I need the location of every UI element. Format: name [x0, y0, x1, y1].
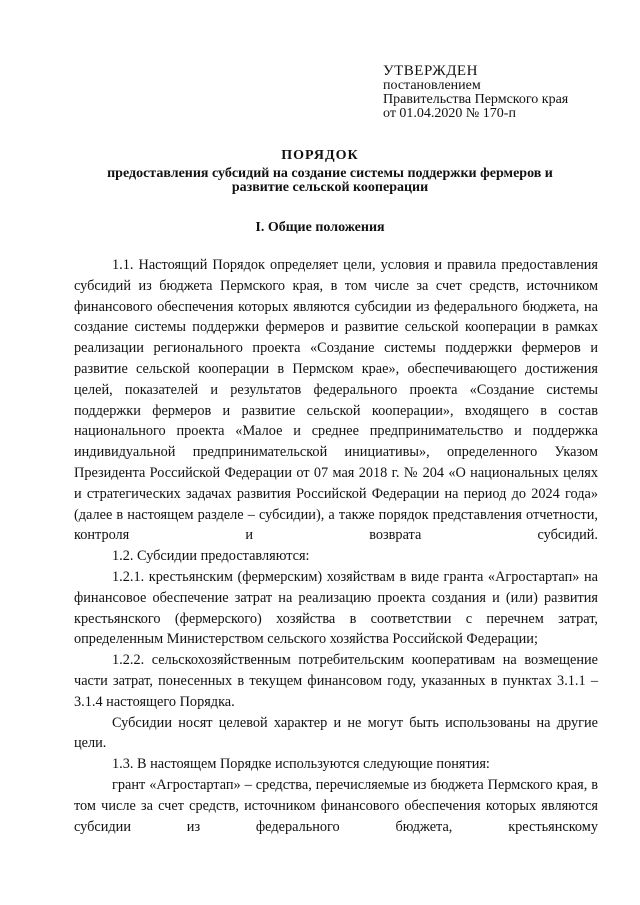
paragraph-1-3: 1.3. В настоящем Порядке используются следующие понятия: — [112, 756, 490, 773]
approval-line: от 01.04.2020 № 170-п — [383, 106, 516, 121]
paragraph-purpose: Субсидии носят целевой характер и не могут быть использованы на другие цели. — [74, 714, 598, 752]
paragraph-1-1: 1.1. Настоящий Порядок определяет цели, условия и правила предоставления субсидий из бюджета Пермского края, в том числе за счет средств, источником финансового обеспечения которых являются субсидии из федерального бюджета, на создание системы поддержки фермеров и развитие сельской кооперации в рамках реализации регионального проекта «Создание системы поддержки фермеров и развитие сельской кооперации в Пермском крае», обеспечивающего достижения целей, показателей и результатов федерального проекта «Создание системы поддержки фермеров и развитие сельской кооперации», входящего в состав национального проекта «Малое и среднее предпринимательство и поддержка индивидуальной предпринимательской инициативы», определенного Указом Президента Российской Федерации от 07 мая 2018 г. № 204 «О национальных целях и стратегических задачах развития Российской Федерации на период до 2024 года» (далее в настоящем разделе – субсидии), а также порядок представления отчетности, контроля и возврата субсидий. — [74, 257, 598, 544]
paragraph-1-2: 1.2. Субсидии предоставляются: — [112, 548, 310, 565]
document-title: ПОРЯДОК — [281, 148, 359, 163]
approval-line: постановлением — [383, 78, 481, 93]
approval-line: Правительства Пермского края — [383, 92, 569, 107]
section-heading: I. Общие положения — [255, 220, 385, 235]
paragraph-1-2-2: 1.2.2. сельскохозяйственным потребительским кооперативам на возмещение части затрат, понесенных в текущем финансовом году, указанных в пунктах 3.1.1 – 3.1.4 настоящего Порядка. — [74, 652, 598, 710]
paragraph-grant-definition: грант «Агростартап» – средства, перечисляемые из бюджета Пермского края, в том числе за счет средств, источником финансового обеспечения которых являются субсидии из федерального бюджета, крестьянскому — [74, 776, 598, 835]
paragraph-1-2-1: 1.2.1. крестьянским (фермерским) хозяйствам в виде гранта «Агростартап» на финансовое обеспечение затрат на реализацию проекта создания и (или) развития крестьянского (фермерского) хозяйства в соответствии с перечнем затрат, определенным Министерством сельского хозяйства Российской Федерации; — [74, 568, 598, 648]
document-subtitle: предоставления субсидий на создание системы поддержки фермеров и развитие сельской кооперации — [107, 166, 553, 195]
approval-stamp — [383, 64, 633, 121]
document-body — [74, 255, 598, 837]
approval-heading: УТВЕРЖДЕН — [383, 63, 478, 79]
